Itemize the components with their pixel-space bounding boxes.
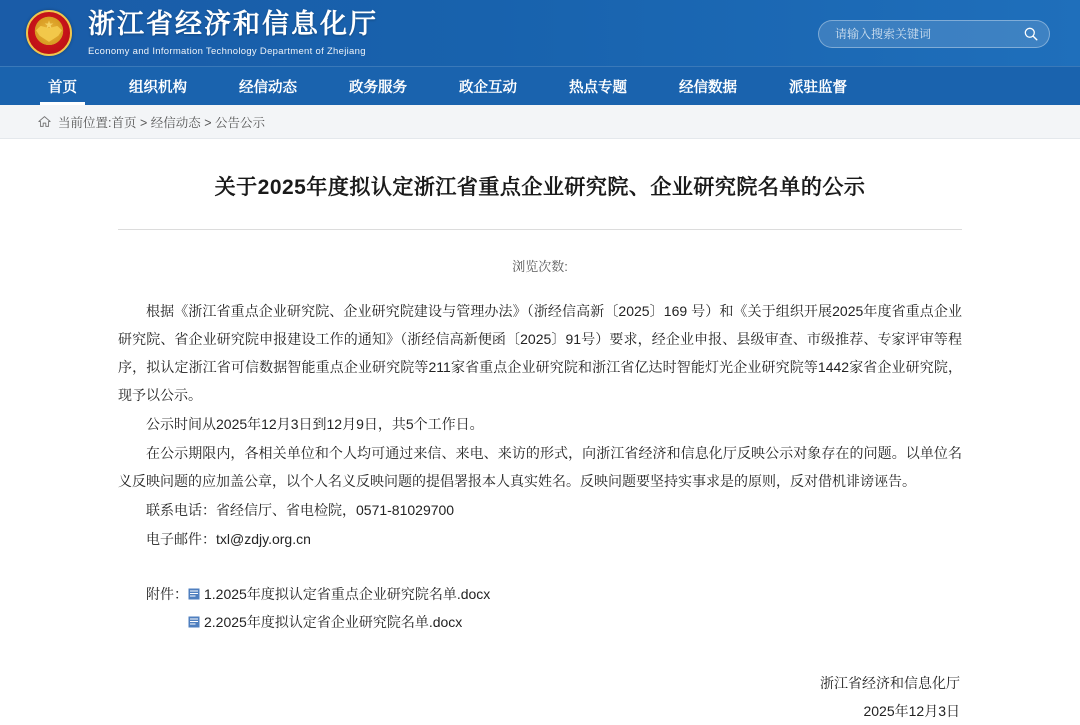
doc-file-icon — [188, 588, 200, 600]
site-title-en: Economy and Information Technology Department of Zhejiang — [88, 45, 366, 57]
attachment-name[interactable]: 2.2025年度拟认定省企业研究院名单.docx — [204, 614, 463, 631]
attachments-list — [188, 580, 490, 636]
attachment-name[interactable]: 1.2025年度拟认定省重点企业研究院名单.docx — [204, 586, 491, 603]
paragraph-0: 根据《浙江省重点企业研究院、企业研究院建设与管理办法》（浙经信高新〔2025〕169 号）和《关于组织开展2025年度省重点企业研究院、省企业研究院申报建设工作的通知》（浙经信高新便函〔2025〕91号）要求，经企业申报、县级审查、市级推荐、专家评审等程序，拟认定浙江省可信数据智能重点企业研究院等211家省重点企业研究院和浙江省亿达时智能灯光企业研究院等1442家省企业研究院，现予以公示。 — [118, 303, 962, 404]
site-header — [0, 0, 1080, 66]
paragraph-3: 联系电话：省经信厅、省电检院，0571-81029700 — [146, 502, 455, 519]
signoff-date: 2025年12月3日 — [863, 702, 960, 719]
site-title-group — [88, 9, 378, 56]
page-title: 关于2025年度拟认定浙江省重点企业研究院、企业研究院名单的公示 — [214, 176, 866, 199]
search-box[interactable] — [818, 20, 1050, 48]
nav-item-1[interactable]: 组织机构 — [129, 79, 187, 96]
signoff — [118, 636, 962, 725]
paragraph-4: 电子邮件：txl@zdjy.org.cn — [146, 531, 311, 548]
search-icon[interactable] — [1023, 26, 1039, 42]
list-item[interactable] — [188, 608, 490, 636]
site-title-cn: 浙江省经济和信息化厅 — [88, 9, 378, 40]
nav-item-4[interactable]: 政企互动 — [459, 79, 517, 96]
nav-item-6[interactable]: 经信数据 — [679, 79, 737, 96]
doc-file-icon — [188, 616, 200, 628]
article-body — [118, 283, 962, 553]
nav-item-3[interactable]: 政务服务 — [349, 79, 407, 96]
article — [0, 139, 1080, 725]
breadcrumb — [0, 105, 1080, 139]
breadcrumb-text: 当前位置:首页 > 经信动态 > 公告公示 — [58, 115, 265, 130]
search-input[interactable] — [835, 27, 1023, 41]
attachments-block — [118, 554, 962, 636]
view-count: 浏览次数: — [512, 259, 568, 275]
nav-item-7[interactable]: 派驻监督 — [789, 79, 847, 96]
nav-item-5[interactable]: 热点专题 — [569, 79, 627, 96]
nav-item-0[interactable]: 首页 — [22, 67, 103, 105]
home-icon[interactable] — [38, 115, 51, 128]
paragraph-1: 公示时间从2025年12月3日到12月9日，共5个工作日。 — [146, 416, 484, 433]
national-emblem-icon — [26, 10, 72, 56]
signoff-org: 浙江省经济和信息化厅 — [820, 675, 960, 692]
attachments-label: 附件： — [146, 586, 188, 603]
list-item[interactable] — [188, 580, 490, 608]
main-nav — [0, 66, 1080, 105]
nav-item-2[interactable]: 经信动态 — [239, 79, 297, 96]
paragraph-2: 在公示期限内，各相关单位和个人均可通过来信、来电、来访的形式，向浙江省经济和信息化厅反映公示对象存在的问题。以单位名义反映问题的应加盖公章，以个人名义反映问题的提倡署报本人真实姓名。反映问题要坚持实事求是的原则，反对借机诽谤诬告。 — [118, 445, 962, 490]
